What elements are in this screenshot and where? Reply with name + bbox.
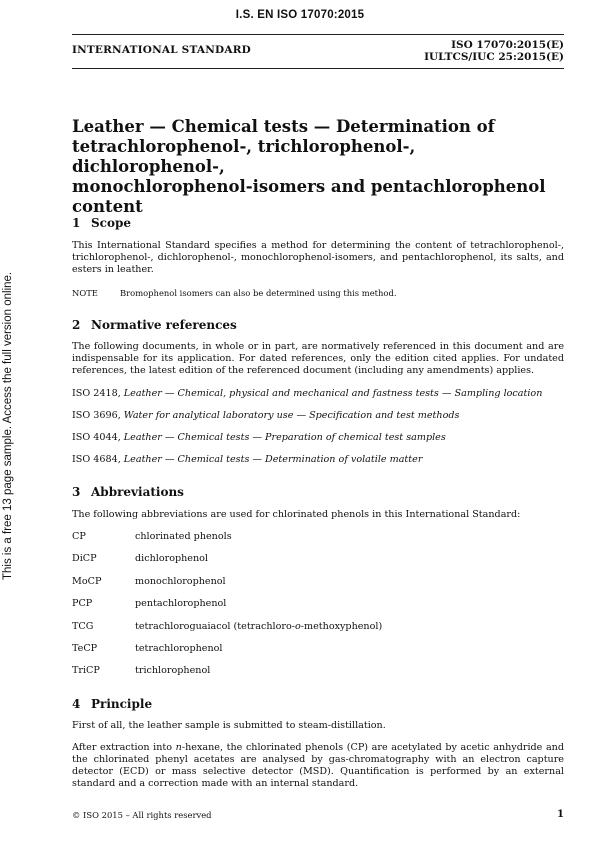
title-line: content <box>72 197 143 216</box>
principle-text: After extraction into <box>72 742 176 753</box>
abbreviation-definition: trichlorophenol <box>135 665 211 676</box>
abbreviation-row <box>72 643 564 654</box>
abbreviation-row <box>72 553 564 564</box>
abbreviation-definition: tetrachloroguaiacol (tetrachloro- <box>135 621 295 632</box>
abbreviation-row <box>72 598 564 609</box>
section-title: Scope <box>91 216 132 230</box>
reference-item <box>72 432 564 444</box>
section-title: Normative references <box>91 318 237 332</box>
reference-code: ISO 2418, <box>72 388 124 399</box>
reference-title: Water for analytical laboratory use — Specification and test methods <box>123 410 460 421</box>
standard-type-label: INTERNATIONAL STANDARD <box>72 44 251 56</box>
section-title: Abbreviations <box>91 485 184 499</box>
abbreviation-row <box>72 576 564 587</box>
note-label: NOTE <box>72 288 98 298</box>
abbreviation-definition: dichlorophenol <box>135 553 208 564</box>
abbreviation-definition: chlorinated phenols <box>135 531 232 542</box>
page-header <box>72 34 564 69</box>
reference-title: Leather — Chemical tests — Determination of volatile matter <box>123 454 423 465</box>
abbreviation-term: PCP <box>72 598 93 609</box>
abbreviation-term: MoCP <box>72 576 102 587</box>
page-footer <box>72 810 564 820</box>
title-line: Leather — Chemical tests — Determination of <box>72 117 495 136</box>
section-number: 2 <box>72 318 81 332</box>
abbreviation-term: TCG <box>72 621 94 632</box>
abbreviation-definition: monochlorophenol <box>135 576 226 587</box>
abbreviation-definition: pentachlorophenol <box>135 598 227 609</box>
section-heading-principle <box>72 697 152 711</box>
principle-paragraph-2 <box>72 742 564 790</box>
abbreviation-row <box>72 531 564 542</box>
abbreviation-term: DiCP <box>72 553 97 564</box>
scope-note <box>72 288 564 298</box>
page-number: 1 <box>557 809 564 820</box>
abbreviations-intro: The following abbreviations are used for chlorinated phenols in this International Standard: <box>72 509 521 520</box>
section-title: Principle <box>91 697 153 711</box>
title-line: monochlorophenol-isomers and pentachlorophenol <box>72 177 546 196</box>
section-heading-scope <box>72 216 131 230</box>
reference-title: Leather — Chemical, physical and mechanical and fastness tests — Sampling location <box>123 388 543 399</box>
reference-title: Leather — Chemical tests — Preparation of chemical test samples <box>123 432 446 443</box>
standard-codes <box>424 39 564 63</box>
abbreviation-definition: tetrachlorophenol <box>135 643 223 654</box>
section-number: 3 <box>72 485 81 499</box>
section-heading-normative-references <box>72 318 237 332</box>
normative-references-paragraph: The following documents, in whole or in part, are normatively referenced in this document and are indispensable for its application. For dated references, only the edition cited applies. For undated references, the latest edition of the referenced document (including any amendments) applies. <box>72 341 564 376</box>
iso-code: ISO 17070:2015(E) <box>451 39 564 51</box>
principle-paragraph-1: First of all, the leather sample is submitted to steam-distillation. <box>72 720 386 731</box>
section-heading-abbreviations <box>72 485 184 499</box>
note-text: Bromophenol isomers can also be determined using this method. <box>120 288 397 298</box>
reference-code: ISO 3696, <box>72 410 124 421</box>
reference-item <box>72 410 564 422</box>
document-banner: I.S. EN ISO 17070:2015 <box>235 9 365 21</box>
abbreviation-row <box>72 621 564 632</box>
scope-paragraph: This International Standard specifies a method for determining the content of tetrachlorophenol-, trichlorophenol-, dichlorophenol-, monochlorophenol-isomers, and pentachlorophenol, its salts, and esters in leather. <box>72 240 564 275</box>
section-number: 1 <box>72 216 81 230</box>
abbreviation-term: CP <box>72 531 86 542</box>
abbreviation-definition-italic: o <box>294 621 301 632</box>
abbreviation-term: TriCP <box>72 665 100 676</box>
abbreviation-row <box>72 665 564 676</box>
iultcs-code: IULTCS/IUC 25:2015(E) <box>424 51 564 63</box>
reference-item <box>72 388 564 400</box>
section-number: 4 <box>72 697 81 711</box>
copyright-notice: © ISO 2015 – All rights reserved <box>72 810 212 820</box>
sample-side-note: This is a free 13 page sample. Access the full version online. <box>2 271 14 580</box>
principle-text: -hexane, the chlorinated phenols (CP) are acetylated by acetic anhydride and the chlorinated phenyl acetates are analysed by gas-chromatography with an electron capture detector (ECD) or mass selective detector (MSD). Quantification is performed by an external standard and a correction made with an internal standard. <box>72 742 564 789</box>
document-title <box>72 117 564 217</box>
abbreviation-term: TeCP <box>72 643 98 654</box>
reference-code: ISO 4044, <box>72 432 124 443</box>
principle-text-italic: n <box>175 742 182 753</box>
reference-code: ISO 4684, <box>72 454 124 465</box>
abbreviation-definition: -methoxyphenol) <box>300 621 383 632</box>
title-line: tetrachlorophenol-, trichlorophenol-, dichlorophenol-, <box>72 137 416 176</box>
reference-item <box>72 454 564 466</box>
